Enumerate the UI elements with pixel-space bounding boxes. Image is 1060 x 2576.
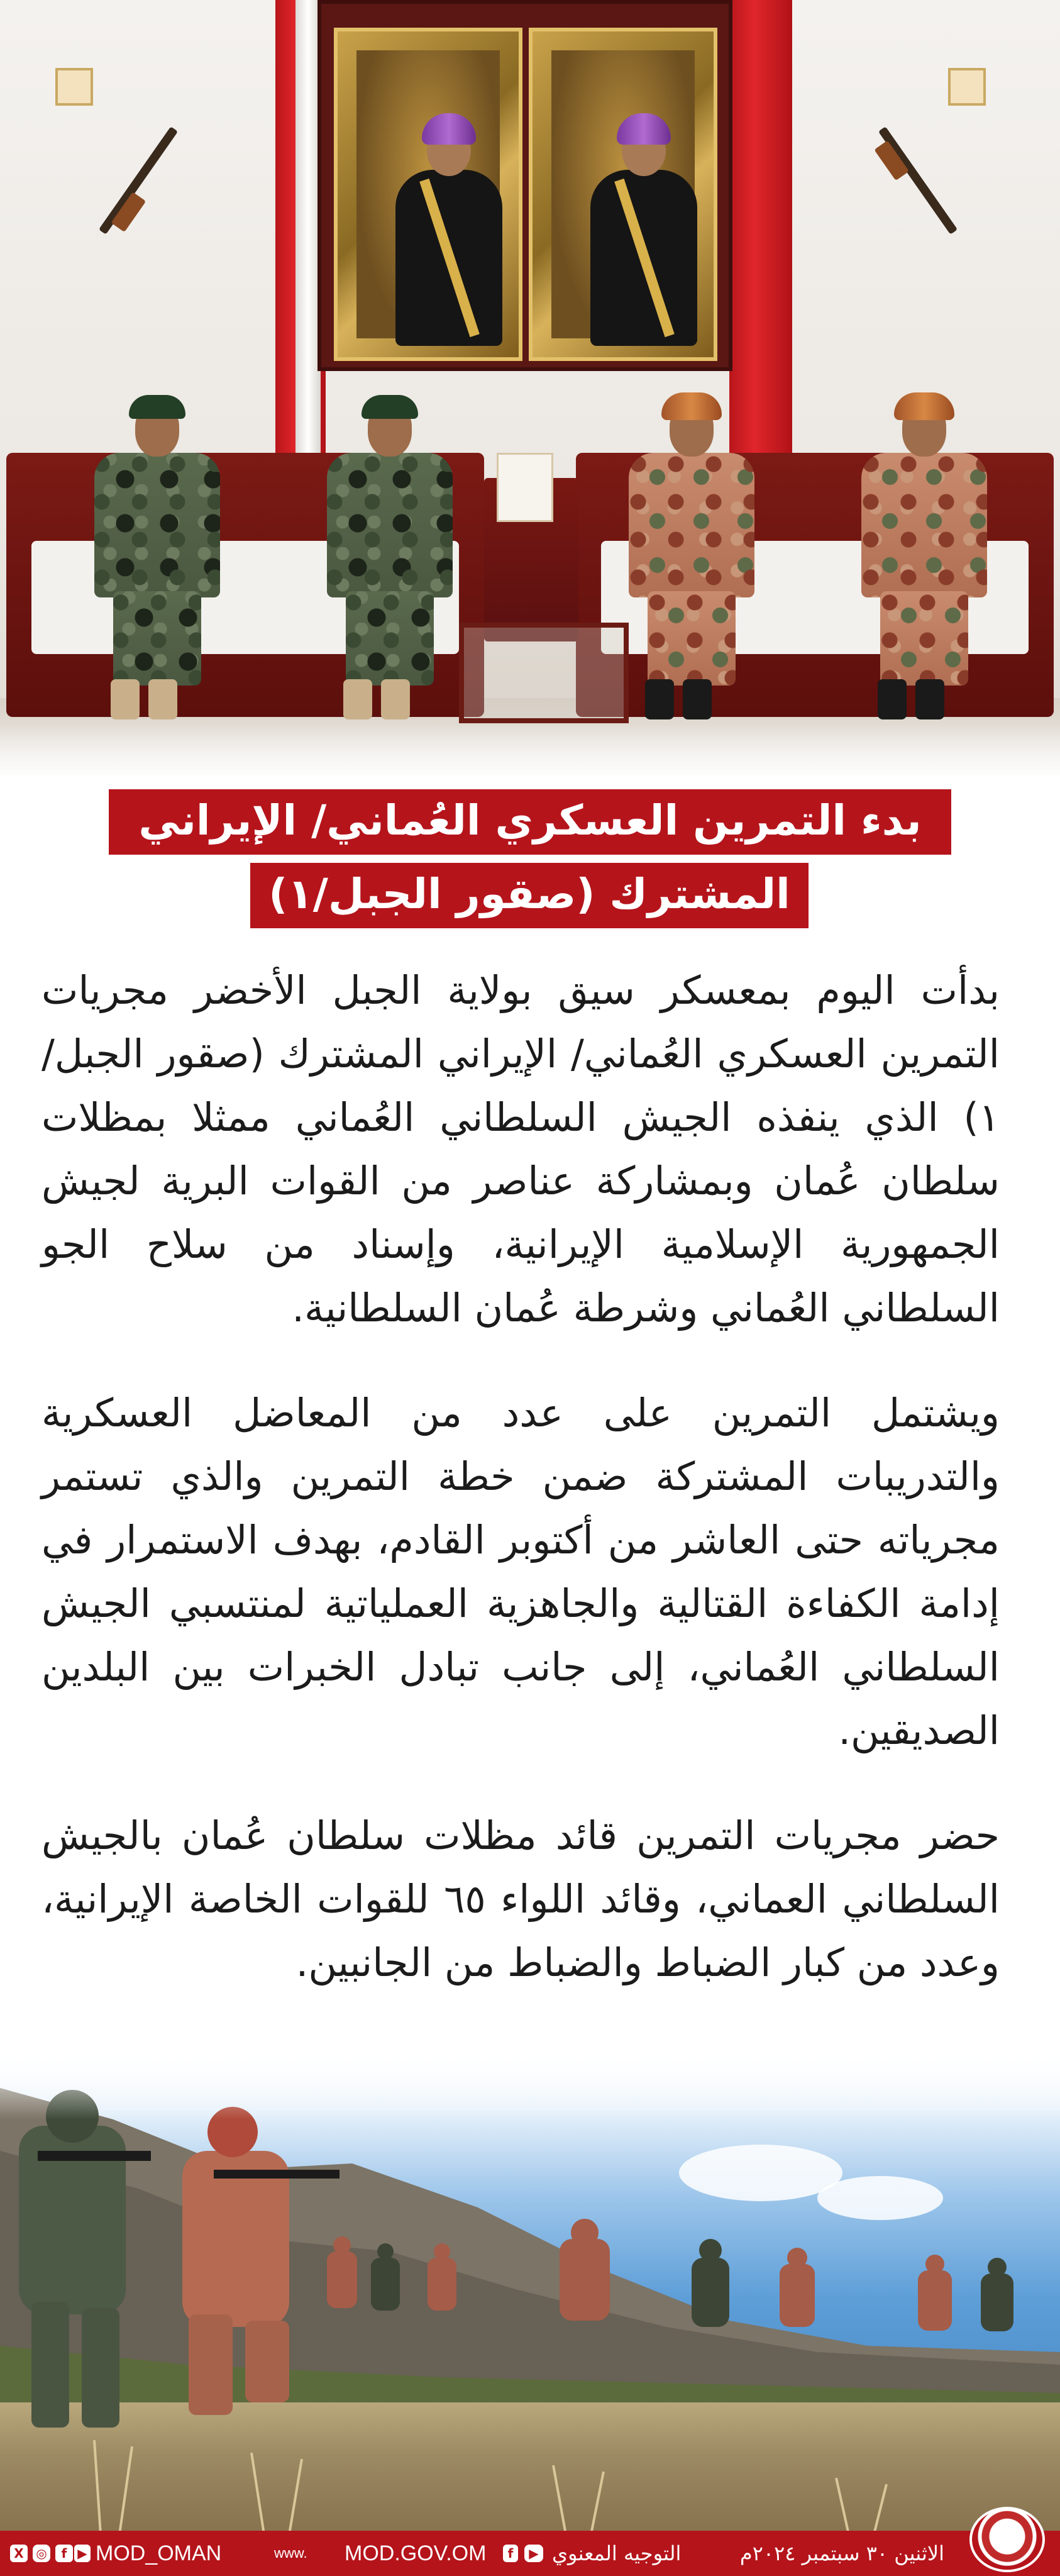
meeting-photo <box>0 0 1060 777</box>
social-handle[interactable]: MOD_OMAN <box>96 2541 222 2565</box>
flag-right <box>729 0 792 453</box>
officer-1 <box>69 402 245 717</box>
flag-left-white <box>295 0 321 453</box>
soldier-desert-foreground <box>182 2107 340 2415</box>
wall-sconce-left <box>55 68 93 106</box>
wall-sconce-right <box>948 68 986 106</box>
headline-line-2: المشترك (صقور الجبل/١) <box>250 863 809 928</box>
headline-line-1: بدء التمرين العسكري العُماني/ الإيراني <box>109 789 951 855</box>
youtube-icon[interactable]: ▶ <box>74 2545 91 2562</box>
officer-4 <box>836 402 1012 717</box>
facebook-icon[interactable]: f <box>503 2545 518 2562</box>
field-exercise-photo <box>0 2050 1060 2534</box>
soldiers <box>0 2050 1060 2534</box>
x-icon[interactable]: X <box>10 2545 28 2562</box>
officer-3 <box>604 402 780 717</box>
facebook-icon[interactable]: f <box>55 2545 73 2562</box>
instagram-icon[interactable]: ◎ <box>33 2545 50 2562</box>
portrait-right <box>529 28 717 361</box>
youtube-icon[interactable]: ▶ <box>524 2545 543 2562</box>
portrait-left <box>334 28 522 361</box>
footer-bar <box>0 2531 1060 2576</box>
ministry-emblem <box>969 2507 1045 2572</box>
publish-date: الاثنين ٣٠ سبتمبر ٢٠٢٤م <box>739 2541 944 2565</box>
department-name: التوجيه المعنوي <box>552 2541 682 2565</box>
paragraph-3: حضر مجريات التمرين قائد مظلات سلطان عُمان بالجيش السلطاني العماني، وقائد اللواء ٦٥ للقوات الخاصة الإيرانية، وعدد من كبار الضباط والضباط من الجانبين. <box>41 1813 1000 1985</box>
website-link[interactable]: MOD.GOV.OM <box>345 2541 487 2565</box>
photo-fade-top <box>0 2050 1060 2119</box>
portrait-frame <box>317 0 732 371</box>
paragraph-2: ويشتمل التمرين على عدد من المعاضل العسكرية والتدريبات المشتركة ضمن خطة التمرين والذي تستمر مجرياته حتى العاشر من أكتوبر القادم، بهدف الاستمرار في إدامة الكفاءة القتالية والجاهزية العملياتية لمنتسبي الجيش السلطاني العُماني، إلى جانب تبادل الخبرات بين البلدين الصديقين. <box>41 1390 1000 1753</box>
www-label: www. <box>274 2545 307 2561</box>
paragraph-1: بدأت اليوم بمعسكر سيق بولاية الجبل الأخضر مجريات التمرين العسكري العُماني/ الإيراني المشترك (صقور الجبل/١) الذي ينفذه الجيش السلطاني العُماني ممثلا بمظلات سلطان عُمان وبمشاركة عناصر من القوات البرية لجيش الجمهورية الإسلامية الإيرانية، وإسناد من سلاح الجو السلطاني العُماني وشرطة عُمان السلطانية. <box>41 967 1000 1331</box>
soldier-green-foreground <box>19 2090 151 2428</box>
officer-2 <box>302 402 478 717</box>
statue <box>497 453 553 522</box>
photo-fade <box>0 723 1060 777</box>
